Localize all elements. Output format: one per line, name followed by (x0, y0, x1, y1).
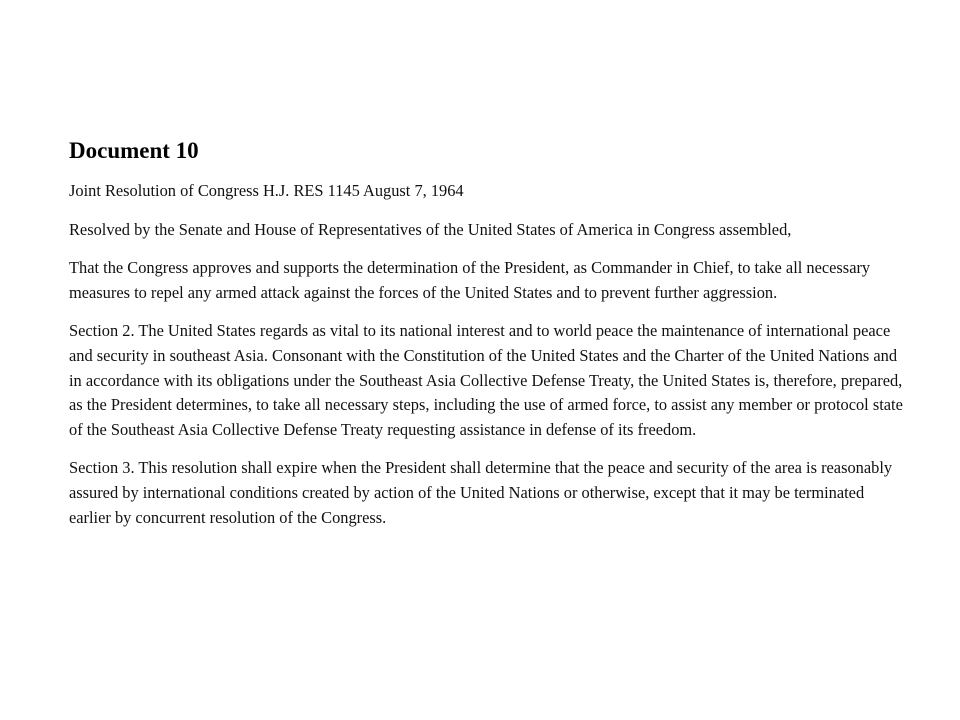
document-body (69, 137, 909, 544)
document-preamble: Resolved by the Senate and House of Representatives of the United States of America in Congress assembled, (69, 219, 792, 239)
resolution-section-3: Section 3. This resolution shall expire when the President shall determine that the peace and security of the area is reasonably assured by international conditions created by action of the United Nations or otherwise, except that it may be terminated earlier by concurrent resolution of the Congress. (69, 458, 893, 527)
resolution-paragraph-1: That the Congress approves and supports the determination of the President, as Commander in Chief, to take all necessary measures to repel any armed attack against the forces of the United States and to prevent further aggression. (69, 258, 871, 302)
document-subtitle: Joint Resolution of Congress H.J. RES 1145 August 7, 1964 (69, 181, 464, 200)
resolution-section-2: Section 2. The United States regards as vital to its national interest and to world peace the maintenance of international peace and security in southeast Asia. Consonant with the Constitution of the United States and the Charter of the United Nations and in accordance with its obligations under the Southeast Asia Collective Defense Treaty, the United States is, therefore, prepared, as the President determines, to take all necessary steps, including the use of armed force, to assist any member or protocol state of the Southeast Asia Collective Defense Treaty requesting assistance in defense of its freedom. (69, 321, 903, 439)
document-title: Document 10 (69, 138, 199, 163)
